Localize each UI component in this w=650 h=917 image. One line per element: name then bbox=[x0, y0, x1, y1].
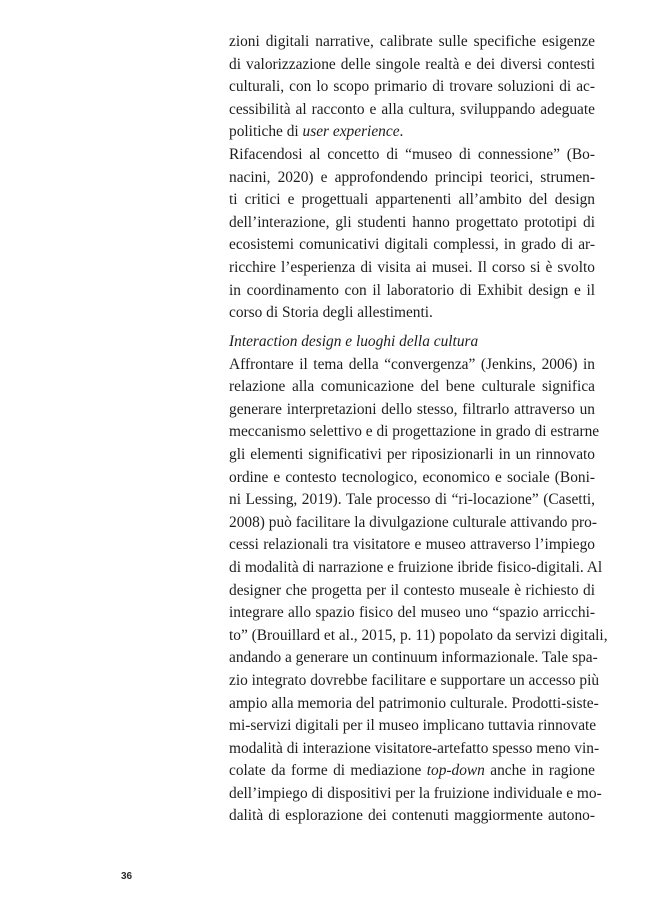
text-run: . bbox=[399, 123, 404, 141]
paragraph-block-intro bbox=[229, 31, 595, 325]
text-line: generare interpretazioni dello stesso, filtrarlo attraverso un bbox=[229, 400, 595, 418]
text-line: dell’impiego di dispositivi per la fruizione individuale e mo- bbox=[229, 784, 602, 802]
text-line: ni Lessing, 2019). Tale processo di “ri-locazione” (Casetti, bbox=[229, 491, 595, 509]
section-heading: Interaction design e luoghi della cultura bbox=[229, 333, 479, 350]
text-line: andando a generare un continuum informazionale. Tale spa- bbox=[229, 649, 598, 667]
text-line: cessi relazionali tra visitatore e museo attraverso l’impiego bbox=[229, 536, 595, 554]
text-line: modalità di interazione visitatore-artefatto spesso meno vin- bbox=[229, 739, 600, 757]
text-line: designer che progetta per il contesto museale è richiesto di bbox=[229, 581, 595, 599]
text-line: Rifacendosi al concetto di “museo di connessione” (Bo- bbox=[229, 145, 595, 163]
text-line: cessibilità al racconto e alla cultura, sviluppando adeguate bbox=[229, 100, 595, 118]
italic-term: user experience bbox=[302, 123, 400, 141]
text-line: meccanismo selettivo e di progettazione in grado di estrarne bbox=[229, 423, 600, 441]
text-line: zio integrato dovrebbe facilitare e supportare un accesso più bbox=[229, 671, 600, 689]
text-line bbox=[229, 121, 595, 144]
text-line: to” (Brouillard et al., 2015, p. 11) popolato da servizi digitali, bbox=[229, 626, 608, 644]
text-line: di valorizzazione delle singole realtà e dei diversi contesti bbox=[229, 55, 595, 73]
text-line: ordine e contesto tecnologico, economico e sociale (Boni- bbox=[229, 468, 595, 486]
text-line: corso di Storia degli allestimenti. bbox=[229, 304, 433, 322]
text-run: anche in ragione bbox=[484, 762, 595, 780]
text-line: di modalità di narrazione e fruizione ibride fisico-digitali. Al bbox=[229, 558, 603, 576]
text-line: relazione alla comunicazione del bene culturale significa bbox=[229, 378, 595, 396]
page-number: 36 bbox=[121, 871, 133, 882]
text-run: politiche di bbox=[229, 123, 303, 141]
text-line bbox=[229, 760, 595, 783]
text-line: dell’interazione, gli studenti hanno progettato prototipi di bbox=[229, 213, 595, 231]
text-line: integrare allo spazio fisico del museo uno “spazio arricchi- bbox=[229, 604, 595, 622]
text-line: zioni digitali narrative, calibrate sulle specifiche esigenze bbox=[229, 33, 595, 50]
text-line: ampio alla memoria del patrimonio culturale. Prodotti-siste- bbox=[229, 694, 599, 712]
text-line: 2008) può facilitare la divulgazione culturale attivando pro- bbox=[229, 513, 597, 531]
text-line: gli elementi significativi per riposizionarli in un rinnovato bbox=[229, 445, 595, 463]
text-line: ricchire l’esperienza di visita ai musei. Il corso si è svolto bbox=[229, 258, 595, 276]
italic-term: top-down bbox=[426, 762, 485, 780]
text-line: ti critici e progettuali appartenenti all’ambito del design bbox=[229, 191, 595, 209]
paragraph-block-section bbox=[229, 331, 608, 828]
text-line: ecosistemi comunicativi digitali complessi, in grado di ar- bbox=[229, 236, 595, 254]
text-line: Affrontare il tema della “convergenza” (Jenkins, 2006) in bbox=[229, 355, 595, 373]
text-line: nacini, 2020) e approfondendo principi teorici, strumen- bbox=[229, 168, 595, 186]
text-run: colate da forme di mediazione bbox=[229, 762, 427, 780]
text-line: culturali, con lo scopo primario di trovare soluzioni di ac- bbox=[229, 78, 595, 96]
text-line: in coordinamento con il laboratorio di Exhibit design e il bbox=[229, 281, 595, 299]
text-line: dalità di esplorazione dei contenuti maggiormente autono- bbox=[229, 807, 595, 825]
text-line: mi-servizi digitali per il museo implicano tuttavia rinnovate bbox=[229, 717, 597, 735]
